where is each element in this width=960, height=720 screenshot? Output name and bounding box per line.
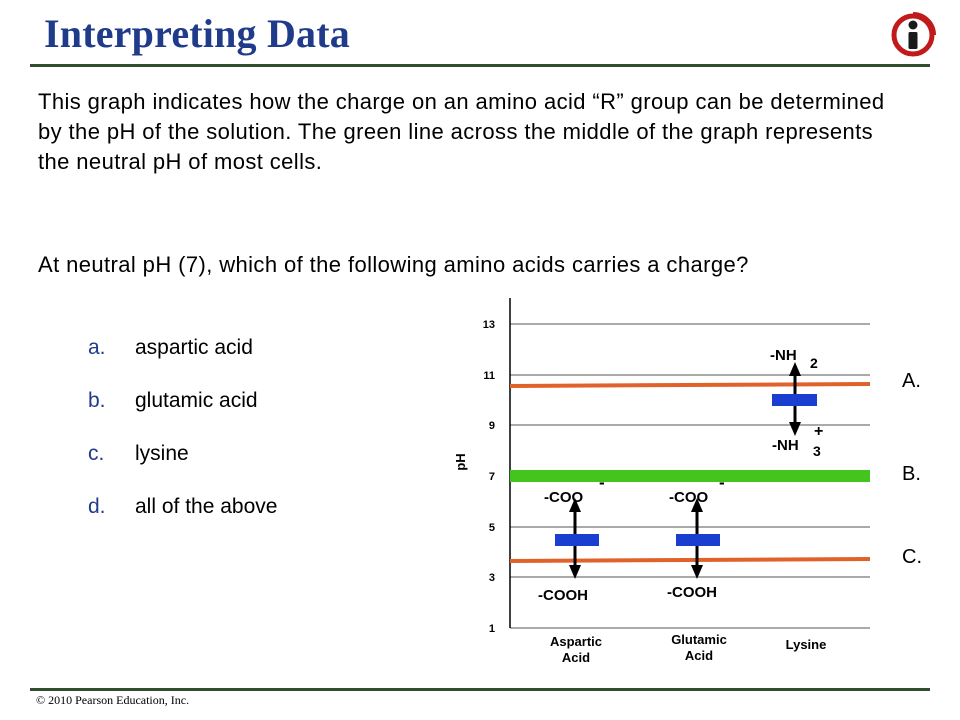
charge-sign: + (814, 423, 824, 440)
up-arrow-icon (789, 362, 801, 376)
top-divider (30, 64, 930, 67)
question-paragraph: At neutral pH (7), which of the following amino acids carries a charge? (38, 252, 749, 277)
lysine-transition (770, 347, 823, 459)
choice-a[interactable] (88, 336, 277, 389)
subscript: 2 (810, 355, 818, 371)
blue-bar (772, 394, 817, 406)
y-tick-label: 3 (488, 572, 495, 584)
column-label: Lysine (785, 637, 827, 652)
line-c-orange (510, 559, 870, 561)
intro-paragraph: This graph indicates how the charge on an amino acid “R” group can be determined by the pH of the solution. The green line across the middle of the graph represents the neutral pH of most cells. (38, 89, 885, 174)
choice-d[interactable] (88, 495, 277, 548)
answer-choices (88, 336, 277, 548)
line-label-b: B. (902, 463, 921, 485)
ph-charge-diagram (440, 290, 940, 680)
choice-letter: b. (88, 389, 106, 412)
charge-sign: - (719, 473, 725, 492)
glutamic-acid-transition (667, 473, 725, 601)
copyright-notice: © 2010 Pearson Education, Inc. (36, 693, 190, 707)
y-axis-label: pH (453, 453, 468, 471)
upper-group-label: -COO (669, 489, 709, 506)
column-label: Glutamic (671, 632, 727, 647)
charge-sign: - (599, 473, 605, 492)
upper-group-label: -COO (544, 489, 584, 506)
line-label-a: A. (902, 370, 921, 392)
down-arrow-icon (789, 422, 801, 436)
choice-text: lysine (135, 442, 189, 465)
line-a-orange (510, 384, 870, 386)
choice-text: glutamic acid (135, 389, 258, 412)
subscript: 3 (813, 443, 821, 459)
slide-title: Interpreting Data (44, 11, 350, 56)
bottom-divider (30, 688, 930, 691)
choice-letter: c. (88, 442, 105, 465)
info-i-icon (890, 10, 936, 58)
choice-letter: d. (88, 495, 106, 518)
choice-c[interactable] (88, 442, 277, 495)
choice-text: all of the above (135, 495, 278, 518)
y-tick-label: 11 (483, 370, 495, 382)
choice-letter: a. (88, 336, 106, 359)
blue-bar (676, 534, 720, 546)
y-tick-label: 1 (488, 623, 495, 635)
line-label-c: C. (902, 546, 922, 568)
column-label: Acid (561, 650, 591, 665)
lower-group-label: -NH (772, 437, 799, 454)
choice-text: aspartic acid (135, 336, 253, 359)
choice-b[interactable] (88, 389, 277, 442)
lower-group-label: -COOH (538, 587, 588, 604)
aspartic-acid-transition (538, 473, 605, 604)
y-tick-label: 7 (488, 471, 495, 483)
blue-bar (555, 534, 599, 546)
upper-group-label: -NH (770, 347, 797, 364)
y-tick-label: 5 (488, 522, 495, 534)
y-tick-label: 13 (482, 319, 495, 331)
y-tick-label: 9 (488, 420, 495, 432)
column-label: Acid (684, 648, 714, 663)
column-label: Aspartic (549, 634, 603, 649)
lower-group-label: -COOH (667, 584, 717, 601)
